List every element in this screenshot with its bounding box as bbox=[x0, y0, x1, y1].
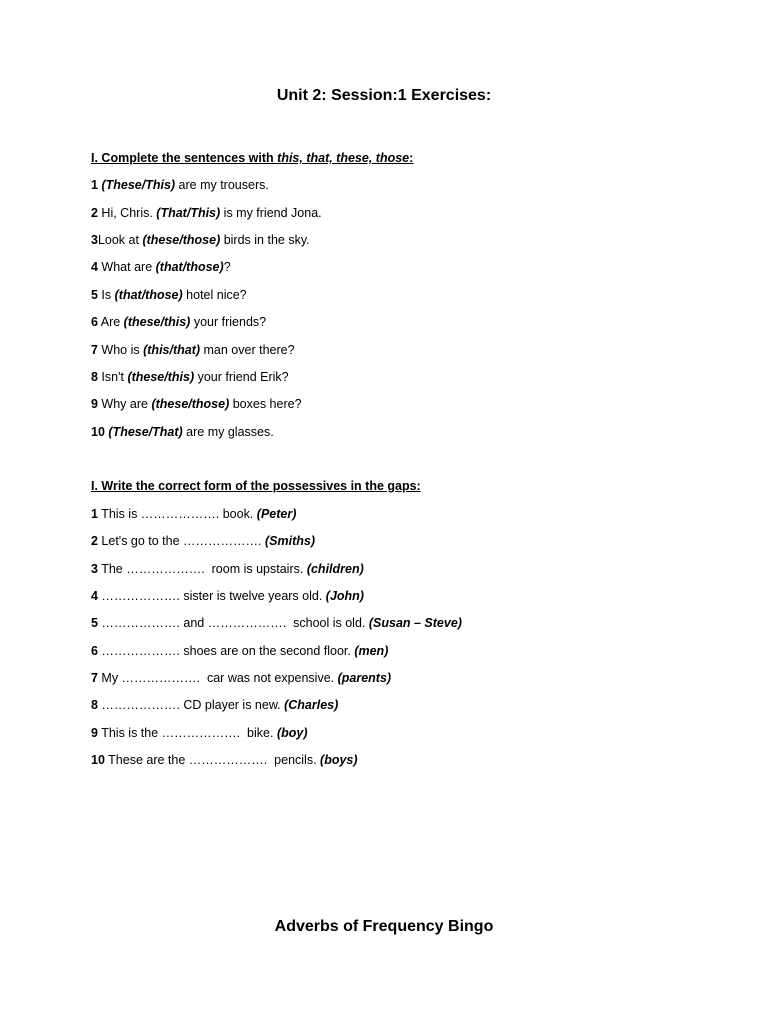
item-number: 8 bbox=[91, 698, 98, 712]
exercise2-item-9 bbox=[91, 725, 308, 741]
item-options: (these/this) bbox=[123, 315, 191, 329]
exercise1-item-8 bbox=[91, 369, 289, 385]
item-text: your friend Erik? bbox=[194, 370, 289, 384]
section2-heading: I. Write the correct form of the possessives in the gaps: bbox=[91, 479, 421, 493]
item-options: (these/those) bbox=[151, 397, 230, 411]
item-text: This is ………………. book. bbox=[97, 507, 257, 521]
page-title: Unit 2: Session:1 Exercises: bbox=[276, 87, 492, 104]
item-hint: (Charles) bbox=[284, 698, 339, 712]
item-number: 3 bbox=[91, 233, 98, 247]
item-number: 4 bbox=[91, 589, 98, 603]
item-number: 4 bbox=[91, 260, 98, 274]
item-options: (These/This) bbox=[101, 178, 176, 192]
item-text: This is the ………………. bike. bbox=[97, 726, 277, 740]
item-text: The ………………. room is upstairs. bbox=[97, 562, 307, 576]
section1-heading-prefix: I. Complete the sentences with bbox=[91, 151, 278, 165]
item-text: are my trousers. bbox=[175, 178, 269, 192]
item-number: 7 bbox=[91, 671, 98, 685]
item-number: 9 bbox=[91, 397, 98, 411]
item-number: 8 bbox=[91, 370, 98, 384]
item-options: (these/those) bbox=[142, 233, 221, 247]
item-text: birds in the sky. bbox=[220, 233, 310, 247]
item-text: is my friend Jona. bbox=[220, 206, 322, 220]
item-hint: (John) bbox=[325, 589, 364, 603]
item-hint: (Peter) bbox=[256, 507, 297, 521]
item-text: man over there? bbox=[200, 343, 295, 357]
item-number: 7 bbox=[91, 343, 98, 357]
item-options: (that/those) bbox=[114, 288, 183, 302]
exercise1-item-4 bbox=[91, 259, 231, 275]
item-hint: (boy) bbox=[276, 726, 308, 740]
item-text: Isn't bbox=[97, 370, 128, 384]
item-number: 5 bbox=[91, 616, 98, 630]
item-text: My ………………. car was not expensive. bbox=[97, 671, 338, 685]
item-text: What are bbox=[97, 260, 156, 274]
item-text: ………………. sister is twelve years old. bbox=[97, 589, 326, 603]
exercise2-item-1 bbox=[91, 506, 296, 522]
item-number: 2 bbox=[91, 534, 98, 548]
item-hint: (children) bbox=[306, 562, 364, 576]
exercise2-item-2 bbox=[91, 533, 315, 549]
item-hint: (men) bbox=[354, 644, 389, 658]
item-hint: (parents) bbox=[337, 671, 392, 685]
item-number: 10 bbox=[91, 425, 105, 439]
item-options: (That/This) bbox=[156, 206, 221, 220]
item-options: (that/those) bbox=[155, 260, 224, 274]
item-text: Who is bbox=[97, 343, 144, 357]
item-text: boxes here? bbox=[229, 397, 302, 411]
item-text: are my glasses. bbox=[182, 425, 274, 439]
item-number: 6 bbox=[91, 644, 98, 658]
exercise2-item-4 bbox=[91, 588, 364, 604]
section1-heading-suffix: : bbox=[409, 151, 414, 165]
exercise2-item-6 bbox=[91, 643, 388, 659]
exercise1-item-1 bbox=[91, 177, 269, 193]
item-number: 5 bbox=[91, 288, 98, 302]
section1-heading-words: this, that, these, those bbox=[277, 151, 410, 165]
item-text: ………………. and ………………. school is old. bbox=[97, 616, 369, 630]
item-text: Hi, Chris. bbox=[97, 206, 157, 220]
item-hint: (boys) bbox=[320, 753, 358, 767]
item-text: hotel nice? bbox=[182, 288, 247, 302]
section1-heading bbox=[91, 150, 413, 166]
item-text: These are the ………………. pencils. bbox=[104, 753, 321, 767]
item-text: Is bbox=[97, 288, 115, 302]
item-options: (this/that) bbox=[143, 343, 201, 357]
exercise2-item-10 bbox=[91, 752, 358, 768]
bingo-title: Adverbs of Frequency Bingo bbox=[274, 918, 494, 935]
item-text: ………………. CD player is new. bbox=[97, 698, 285, 712]
item-number: 1 bbox=[91, 178, 98, 192]
item-text: ………………. shoes are on the second floor. bbox=[97, 644, 355, 658]
exercise1-item-5 bbox=[91, 287, 247, 303]
item-number: 9 bbox=[91, 726, 98, 740]
item-text: Why are bbox=[97, 397, 152, 411]
exercise2-item-3 bbox=[91, 561, 364, 577]
exercise1-item-6 bbox=[91, 314, 266, 330]
item-number: 6 bbox=[91, 315, 98, 329]
exercise1-item-9 bbox=[91, 396, 302, 412]
item-number: 3 bbox=[91, 562, 98, 576]
item-text: Let's go to the ………………. bbox=[97, 534, 265, 548]
item-hint: (Susan – Steve) bbox=[368, 616, 462, 630]
item-number: 2 bbox=[91, 206, 98, 220]
exercise2-item-7 bbox=[91, 670, 391, 686]
item-text: Look at bbox=[97, 233, 143, 247]
item-options: (these/this) bbox=[127, 370, 195, 384]
exercise2-item-5 bbox=[91, 615, 462, 631]
exercise1-item-2 bbox=[91, 205, 322, 221]
item-text: your friends? bbox=[190, 315, 267, 329]
exercise1-item-10 bbox=[91, 424, 274, 440]
item-hint: (Smiths) bbox=[264, 534, 315, 548]
exercise2-item-8 bbox=[91, 697, 338, 713]
item-number: 10 bbox=[91, 753, 105, 767]
item-number: 1 bbox=[91, 507, 98, 521]
exercise1-item-7 bbox=[91, 342, 295, 358]
exercise1-item-3 bbox=[91, 232, 310, 248]
item-text: ? bbox=[223, 260, 231, 274]
item-text: Are bbox=[97, 315, 124, 329]
item-options: (These/That) bbox=[108, 425, 183, 439]
